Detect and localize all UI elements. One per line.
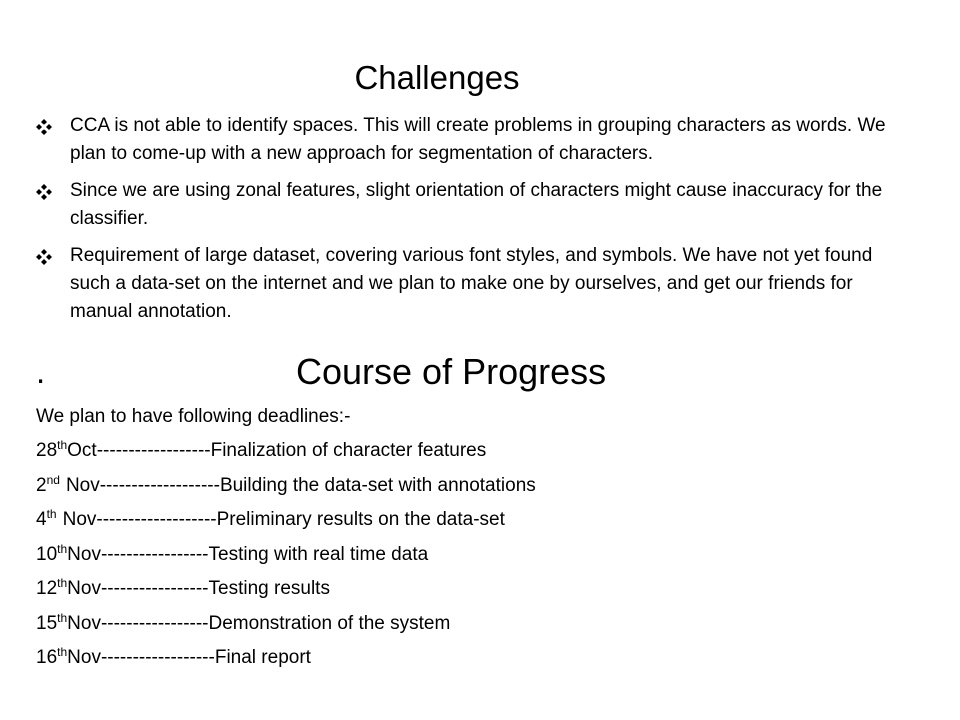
deadline-text: Nov-------------------Building the data-set with annotations <box>65 474 536 496</box>
four-diamond-bullet-icon <box>36 249 52 265</box>
four-diamond-bullet-icon <box>36 184 52 200</box>
challenge-text: Requirement of large dataset, covering various font styles, and symbols. We have not yet found such a data-set on the internet and we plan to make one by ourselves, and get our friends for manual annotation. <box>70 245 873 322</box>
deadline-text: Nov-------------------Preliminary results on the data-set <box>62 509 505 530</box>
deadline-day: 15 <box>36 612 58 634</box>
challenge-item <box>36 112 916 168</box>
deadlines-section <box>36 400 916 676</box>
deadline-day: 2 <box>36 474 47 496</box>
deadline-item <box>36 469 916 504</box>
deadline-day: 10 <box>36 543 58 565</box>
challenge-item <box>36 177 916 233</box>
deadline-day-suffix: nd <box>46 472 60 487</box>
deadline-item <box>36 641 916 676</box>
deadline-text: Nov------------------Final report <box>67 647 311 668</box>
challenges-title: Challenges <box>354 59 520 96</box>
progress-title: Course of Progress <box>296 351 607 392</box>
deadline-day: 4 <box>36 509 47 530</box>
deadlines-intro: We plan to have following deadlines:- <box>36 406 351 427</box>
challenge-item <box>36 242 916 326</box>
deadline-item <box>36 503 916 538</box>
deadline-item <box>36 434 916 469</box>
challenge-text: CCA is not able to identify spaces. This will create problems in grouping characters as words. We plan to come-up with a new approach for segmentation of characters. <box>70 115 886 164</box>
challenges-list <box>36 112 916 335</box>
deadline-text: Oct------------------Finalization of character features <box>67 440 487 461</box>
deadline-text: Nov-----------------Testing with real time data <box>67 543 429 565</box>
deadline-day-suffix: th <box>57 438 68 452</box>
deadline-item <box>36 538 916 573</box>
deadline-item <box>36 607 916 642</box>
deadline-day: 28 <box>36 440 58 461</box>
deadline-day-suffix: th <box>57 576 68 590</box>
progress-heading <box>36 350 916 394</box>
deadline-day-suffix: th <box>57 541 68 556</box>
deadline-list <box>36 434 916 676</box>
challenge-text: Since we are using zonal features, slight orientation of characters might cause inaccuracy for the classifier. <box>70 180 883 229</box>
progress-marker: . <box>36 353 46 390</box>
deadline-day: 16 <box>36 647 58 668</box>
deadline-day-suffix: th <box>57 610 68 625</box>
deadline-day: 12 <box>36 578 58 599</box>
deadline-text: Nov-----------------Demonstration of the system <box>67 612 451 634</box>
deadline-day-suffix: th <box>46 507 57 521</box>
deadline-item <box>36 572 916 607</box>
deadline-text: Nov-----------------Testing results <box>67 578 330 599</box>
deadline-day-suffix: th <box>57 645 68 659</box>
four-diamond-bullet-icon <box>36 119 52 135</box>
